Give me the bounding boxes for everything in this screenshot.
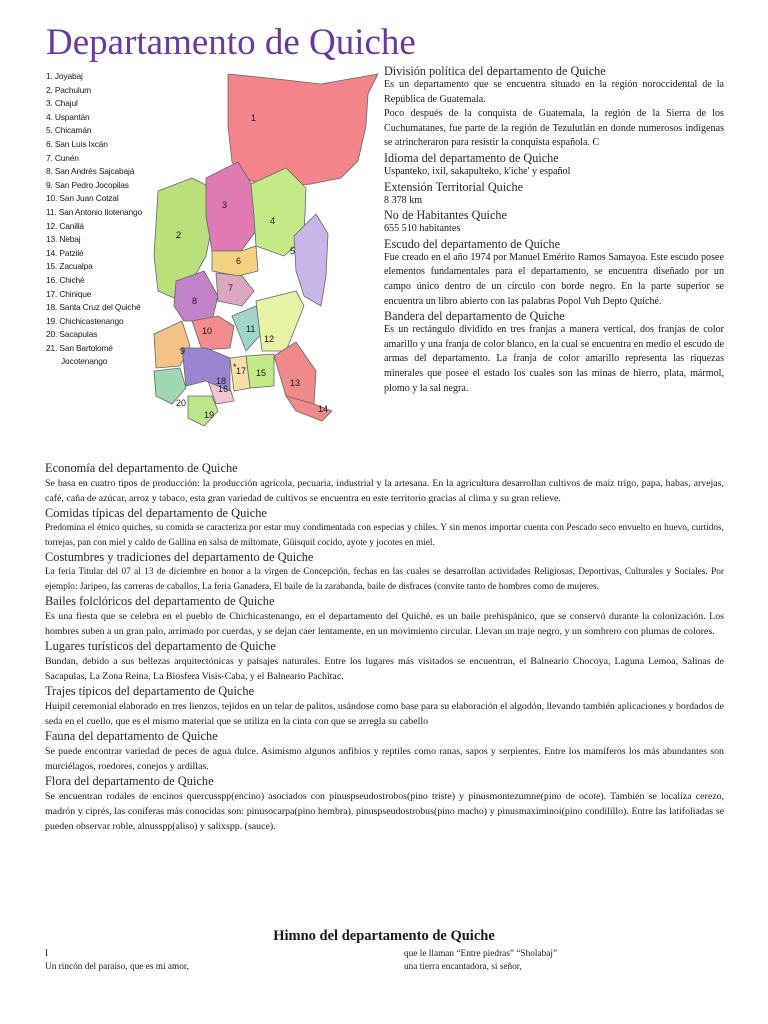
map-region-label: 5 xyxy=(290,246,296,256)
map-region-label: 8 xyxy=(192,296,198,306)
legend-item: 3. Chajul xyxy=(46,98,78,109)
map-region-label: 15 xyxy=(256,368,267,378)
legend-item: 6. San Luis Ixcán xyxy=(46,138,108,149)
hymn-title: Himno del departamento de Quiche xyxy=(273,928,495,944)
bottom-sections xyxy=(45,461,724,834)
section-body: Fue creado en el año 1974 por Manuel Emérito Ramos Samayoa. Este escudo posee elementos fundamentales para el departamento, se encuentra diseñado por un campo único dentro de un círculo con borde negro. En la parte superior se encuentra un libro abierto con las palabras Popol Vuh Depto Quiché. xyxy=(384,251,724,307)
section-body: Predomina el étnico quiches, su comida se caracteriza por estar muy condimentada con especias y chiles. Y sin menos importar cuenta con Pescado seco envuelto en huevo, curtidos, torrejas, pan con miel y caldo de Gallina en salsa de miltomate, Güisquil cocido, ayote y jocotes en miel. xyxy=(45,523,724,548)
map-region-label: 9 xyxy=(180,346,186,356)
section-body: Poco después de la conquista de Guatemala, la región de la Sierra de los Cuchumatanes, fue parte de la región de Tezulutlán en donde numerosos indígenas se atrincheraron para resistir la conquista española. C xyxy=(384,108,724,149)
legend-item: 4. Uspantán xyxy=(46,111,90,122)
legend-item: 13. Nebaj xyxy=(46,234,81,245)
map-region-label: 20 xyxy=(176,398,187,408)
section-body: La feria Titular del 07 al 13 de diciembre en honor a la virgen de Concepción, fechas en las cuales se desarrollan actividades Religiosas, Deportivas, Culturales y Sociales. Por ejemplo: Jaripeo, las carreras de caballos, La feria Ganadera, El baile de la zarabanda, baile de disfraces (convite tanto de hombres como de mujeres. xyxy=(45,567,724,592)
map-region-label: 14 xyxy=(318,404,329,414)
section-heading: Lugares turísticos del departamento de Quiche xyxy=(45,639,276,654)
legend-item: 7. Cunén xyxy=(46,152,79,163)
map-region-label: 4 xyxy=(270,216,276,226)
map-region-label: 17 xyxy=(236,366,247,376)
legend-item: 18. Santa Cruz del Quiché xyxy=(46,302,141,313)
quiche-map xyxy=(146,66,386,426)
region-10 xyxy=(192,316,234,350)
section-body: Uspanteko, ixil, sakapulteko, k'iche' y español xyxy=(384,165,571,177)
legend-item: 9. San Pedro Jocopilas xyxy=(46,179,129,190)
legend-item: 8. San Andrés Sajcabajá xyxy=(46,166,135,177)
legend-item: 21. San Bartolomé xyxy=(46,342,113,353)
legend-item: 1. Joyabaj xyxy=(46,71,83,81)
section-heading: Extensión Territorial Quiche xyxy=(384,179,524,194)
legend-item: 17. Chinique xyxy=(46,288,92,299)
map-region-label: 1 xyxy=(251,113,257,123)
legend-item: 14. Patzilé xyxy=(46,247,84,258)
map-region-label: 18 xyxy=(216,376,227,386)
section-heading: Trajes típicos del departamento de Quiche xyxy=(45,684,255,699)
section-body: Es una fiesta que se celebra en el pueblo de Chichicastenango, en el departamento del Quiché. es un baile prehispánico, que se conservó durante la colonización. Los hombres suben a un gran palo, arrimado por cuerdas, y se dejan caer lentamente, en un movimiento circular. Llevan un traje negro, y un sombrero con plumas de colores. xyxy=(45,611,724,638)
legend-item: 20. Sacapulas xyxy=(46,329,98,340)
section-body: Huipil ceremonial elaborado en tres lienzos, tejidos en un telar de palitos, usándose como base para su elaboración el algodón, llevando también aplicaciones y bordados de seda en el cuello, que es el mismo material que se utiliza en la cinta con que se arregla su cabello xyxy=(45,701,724,728)
section-body: Es un departamento que se encuentra situado en la región noroccidental de la República de Guatemala. xyxy=(384,79,724,105)
map-region-label: 7 xyxy=(228,283,234,293)
section-heading: Fauna del departamento de Quiche xyxy=(45,729,218,744)
legend-item: 12. Canillá xyxy=(46,220,84,231)
map-region-label: 2 xyxy=(176,230,182,240)
section-heading: Escudo del departamento de Quiche xyxy=(384,236,560,251)
legend-item: 19. Chichicastenango xyxy=(46,315,124,326)
section-body: Bundan, debido a sus bellezas arquitectónicas y paisajes naturales. Entre los lugares más visitados se encuentran, el Balneario Chocoya, Laguna Lemoa, Salinas de Sacapulas, La Zona Reina, La Biosfera Visis-Caba, y el Balneario Pachitac. xyxy=(45,656,724,683)
map-region-label: 6 xyxy=(236,256,242,266)
region-7 xyxy=(216,273,254,306)
section-heading: Bailes folclóricos del departamento de Quiche xyxy=(45,594,275,609)
hymn-line-right-1: que le llaman “Entre piedras” “Sholabaj” xyxy=(404,949,558,959)
map-region-label: 13 xyxy=(290,378,301,388)
legend-item: 10. San Juan Cotzal xyxy=(46,193,119,204)
legend-item: 2. Pachulum xyxy=(46,84,91,95)
legend-item: 11. San Antonio Ilotenango xyxy=(46,206,143,217)
section-heading: Comidas típicas del departamento de Quiche xyxy=(45,506,267,520)
section-body: Se encuentran rodales de encinos quercusspp(encino) asociados con pinuspseudostrobos(pino triste) y pinusmontezumne(pino de ocote). También se localiza cerezo, madrón y ciprés, las coníferas más conocidas son: pinusocarpa(pino hembra), pinuspseudostrobus(pino macho) y pinusmaximinoi(pino condilillo). Entre las latifoliadas se pueden observar roble, alnusspp(aliso) y salixspp. (sauce). xyxy=(45,791,724,833)
map-region-label: 19 xyxy=(204,410,215,420)
hymn-line-right-2: una tierra encantadora, si señor, xyxy=(404,962,522,972)
region-1 xyxy=(228,74,378,188)
section-heading: Economía del departamento de Quiche xyxy=(45,461,238,475)
map-region-label: * xyxy=(233,362,237,372)
hymn-stanza-number: I xyxy=(45,949,49,959)
legend-item: 16. Chiché xyxy=(46,274,85,285)
section-heading: No de Habitantes Quiche xyxy=(384,208,507,223)
section-body: 8 378 km xyxy=(384,194,423,206)
map-region-label: 16 xyxy=(218,384,229,394)
map-region-label: 11 xyxy=(246,324,256,334)
section-heading: Idioma del departamento de Quiche xyxy=(384,150,559,165)
map-region-label: 10 xyxy=(202,326,213,336)
section-body: Se puede encontrar variedad de peces de agua dulce. Asimismo algunos anfibios y reptiles como ranas, sapos y serpientes. Entre los mamíferos los más abundantes son murciélagos, roedores, conejos y ardillas. xyxy=(45,746,724,773)
legend-item: 5. Chicamán xyxy=(46,125,92,136)
section-body: Se basa en cuatro tipos de producción: la producción agrícola, pecuaria, industrial y la artesana. En la agricultura desarrollan cultivos de maíz trigo, papa, habas, arvejas, café, caña de azúcar, arroz y tabaco, esta gran variedad de cultivos se encuentra en este territorio gracias al clima y su gran relieve. xyxy=(45,478,724,504)
legend-item: 15. Zacualpa xyxy=(46,261,93,272)
section-heading: Costumbres y tradiciones del departamento de Quiche xyxy=(45,550,314,565)
section-heading: Flora del departamento de Quiche xyxy=(45,774,214,789)
page-title: Departamento de Quiche xyxy=(46,22,416,63)
hymn-line-left: Un rincón del paraíso, que es mi amor, xyxy=(45,962,189,972)
right-column xyxy=(384,64,724,396)
section-body: 655 510 habitantes xyxy=(384,223,461,235)
map-region-label: 3 xyxy=(222,200,228,210)
section-heading: División política del departamento de Quiche xyxy=(384,64,606,78)
section-heading: Bandera del departamento de Quiche xyxy=(384,309,565,324)
section-body: Es un rectángulo dividido en tres franjas a manera vertical, dos franjas de color amarillo y una franja de color blanco, en la cual se encuentra en medio el escudo de armas del departamento. La franja de color amarillo representa las riquezas minerales que posee el estado los cuales son las minas de hierro, plata, mármol, plomo y la sal negra. xyxy=(384,324,724,394)
legend-item-continuation: Jocotenango xyxy=(61,356,108,367)
map-region-label: 12 xyxy=(264,334,275,344)
